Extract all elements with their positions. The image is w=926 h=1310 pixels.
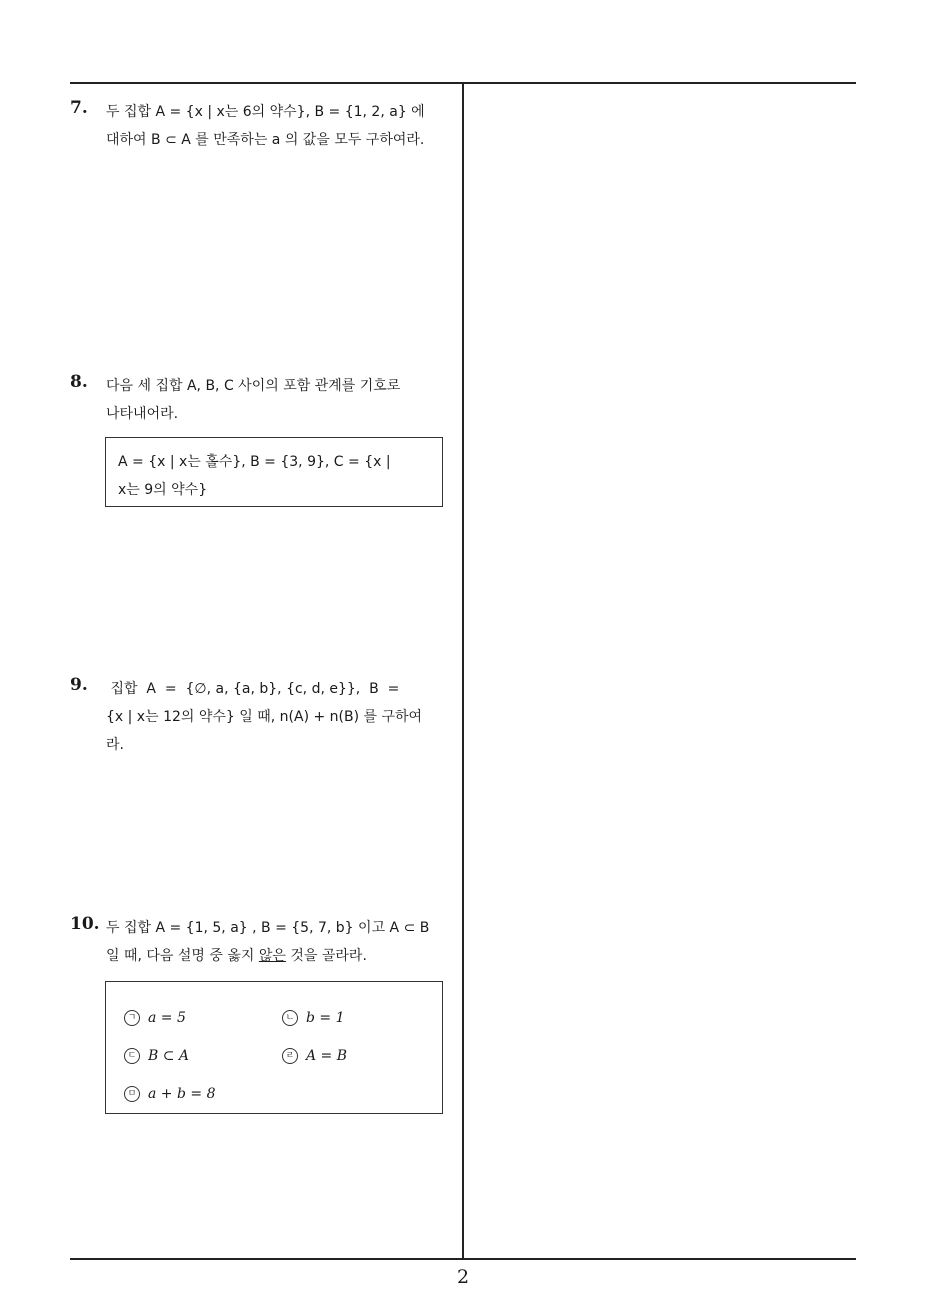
line-text: 일 때, 다음 설명 중 옳지 bbox=[106, 948, 259, 964]
page-number: 2 bbox=[456, 1266, 470, 1288]
problem-line: 두 집합 A = {1, 5, a} , B = {5, 7, b} 이고 A ⊂ B bbox=[106, 920, 430, 936]
problem-8 bbox=[70, 372, 456, 428]
problem-line: 집합 A = {∅, a, {a, b}, {c, d, e}}, B = bbox=[106, 681, 400, 697]
problem-9 bbox=[70, 675, 456, 759]
column-divider bbox=[462, 82, 464, 1259]
choice-value: b = 1 bbox=[306, 1010, 345, 1026]
problem-text bbox=[106, 372, 456, 428]
problem-number: 7. bbox=[70, 98, 88, 118]
choice-mark: ㄱ bbox=[124, 1010, 140, 1026]
choice-2 bbox=[282, 1010, 345, 1026]
choice-mark: ㅁ bbox=[124, 1086, 140, 1102]
problem-line: 다음 세 집합 A, B, C 사이의 포함 관계를 기호로 bbox=[106, 378, 401, 394]
choice-mark: ㄹ bbox=[282, 1048, 298, 1064]
box-line: A = {x | x는 홀수}, B = {3, 9}, C = {x | bbox=[118, 454, 391, 470]
choice-mark: ㄴ bbox=[282, 1010, 298, 1026]
problem-number: 9. bbox=[70, 675, 88, 695]
problem-number: 10. bbox=[70, 914, 100, 934]
problem-10 bbox=[70, 914, 456, 970]
problem-number: 8. bbox=[70, 372, 88, 392]
problem-line: {x | x는 12의 약수} 일 때, n(A) + n(B) 를 구하여 bbox=[106, 709, 423, 725]
problem-line: 대하여 B ⊂ A 를 만족하는 a 의 값을 모두 구하여라. bbox=[106, 132, 425, 148]
set-definition-box bbox=[105, 437, 443, 507]
box-line: x는 9의 약수} bbox=[118, 482, 208, 498]
choice-4 bbox=[282, 1048, 347, 1064]
choice-value: a + b = 8 bbox=[148, 1086, 216, 1102]
problem-text bbox=[106, 98, 456, 154]
choice-3 bbox=[124, 1048, 189, 1064]
problem-text bbox=[106, 914, 456, 970]
choice-1 bbox=[124, 1010, 186, 1026]
problem-7 bbox=[70, 98, 456, 154]
choice-mark: ㄷ bbox=[124, 1048, 140, 1064]
problem-line bbox=[106, 948, 367, 964]
underlined-word: 않은 bbox=[258, 948, 286, 964]
choice-5 bbox=[124, 1086, 215, 1102]
choice-value: B ⊂ A bbox=[148, 1048, 190, 1064]
problem-line: 나타내어라. bbox=[106, 406, 179, 422]
problem-line: 라. bbox=[106, 737, 124, 753]
bottom-rule bbox=[70, 1258, 856, 1260]
choice-value: a = 5 bbox=[148, 1010, 186, 1026]
line-text: 것을 골라라. bbox=[285, 948, 367, 964]
problem-text bbox=[106, 675, 456, 759]
choice-value: A = B bbox=[306, 1048, 348, 1064]
problem-line: 두 집합 A = {x | x는 6의 약수}, B = {1, 2, a} 에 bbox=[106, 104, 425, 120]
choices-box bbox=[105, 981, 443, 1114]
